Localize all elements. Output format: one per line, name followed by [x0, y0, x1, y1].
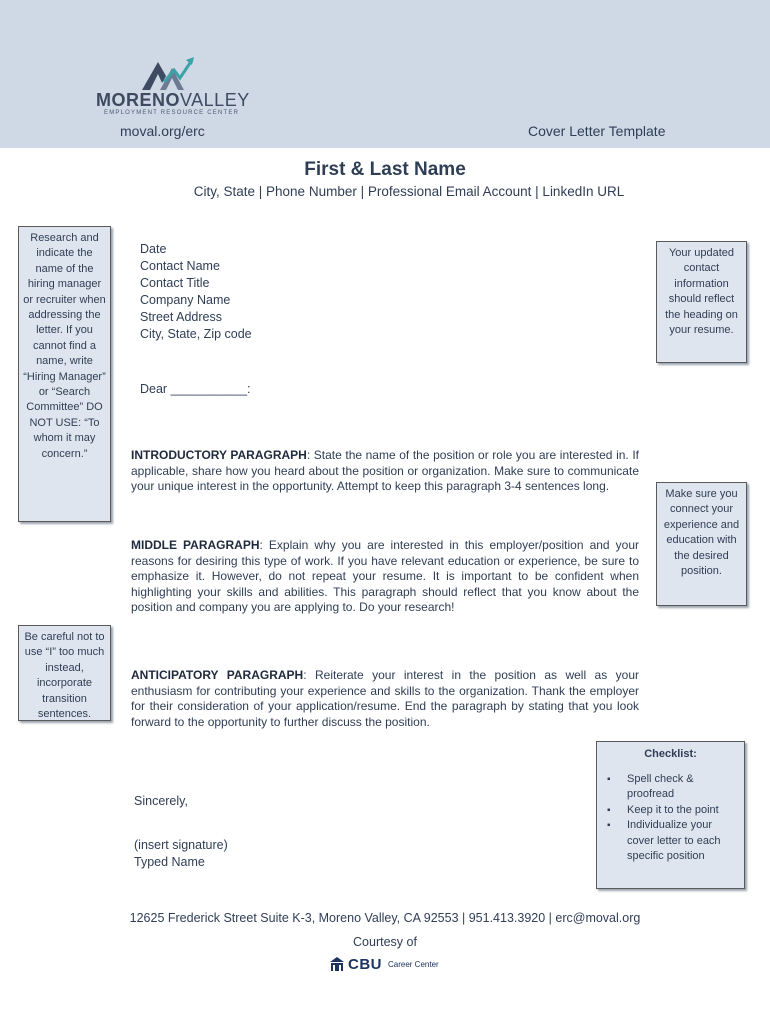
- org-subtitle: EMPLOYMENT RESOURCE CENTER: [104, 110, 240, 116]
- city-state-zip-line: City, State, Zip code: [140, 327, 252, 341]
- cbu-logo-text: CBU: [348, 955, 382, 973]
- anticipatory-paragraph: [131, 668, 639, 730]
- middle-paragraph: [131, 538, 639, 616]
- date-line: Date: [140, 242, 167, 256]
- cbu-career-center-logo: [329, 955, 439, 973]
- typed-name: Typed Name: [134, 855, 205, 869]
- signature-block: [134, 837, 228, 871]
- recipient-address-block: [140, 241, 252, 343]
- applicant-name: First & Last Name: [304, 159, 466, 180]
- street-address-line: Street Address: [140, 310, 222, 324]
- contact-title-line: Contact Title: [140, 276, 210, 290]
- introductory-paragraph: [131, 448, 639, 495]
- signature-placeholder: (insert signature): [134, 838, 228, 852]
- document-title: Cover Letter Template: [528, 123, 666, 139]
- checklist-items: [603, 772, 738, 864]
- salutation: Dear ___________:: [140, 382, 251, 396]
- note-careful: Be careful not to use “I” too much instead, incorporate transition sentences.: [18, 625, 111, 721]
- contact-name-line: Contact Name: [140, 259, 220, 273]
- anticipatory-text: : Reiterate your interest in the position as well as your enthusiasm for contributing your experience and skills to the organization. Thank the employer for their consideration of your application/resume. End the paragraph by stating that you look forward to the opportunity to further discuss the position.: [131, 668, 639, 729]
- note-hiring-manager: Research and indicate the name of the hiring manager or recruiter when addressing the letter. If you cannot find a name, write “Hiring Manager” or “Search Committee” DO NOT USE: “To whom it may concern.”: [18, 226, 111, 522]
- org-name: MORENOVALLEY: [96, 90, 250, 110]
- checklist-item: ▪ Spell check & proofread: [627, 772, 738, 803]
- checklist-box: [596, 741, 745, 889]
- checklist-title: Checklist:: [644, 748, 697, 760]
- company-name-line: Company Name: [140, 293, 231, 307]
- checklist-item: ▪ Individualize your cover letter to each specific position: [627, 818, 738, 864]
- sign-off: Sincerely,: [134, 794, 188, 808]
- middle-label: MIDDLE PARAGRAPH: [131, 538, 260, 552]
- header-banner: [0, 0, 770, 148]
- cbu-building-icon: [329, 956, 345, 972]
- intro-text: : State the name of the position or role you are interested in. If applicable, share how you heard about the position or organization. Make sure to communicate your unique interest in the opportunity. Attempt to keep this paragraph 3-4 sentences long.: [131, 448, 639, 494]
- courtesy-label: Courtesy of: [353, 935, 417, 949]
- intro-label: INTRODUCTORY PARAGRAPH: [131, 448, 307, 462]
- career-center-text: Career Center: [388, 959, 439, 969]
- note-contact-info: Your updated contact information should reflect the heading on your resume.: [656, 241, 747, 363]
- moreno-valley-logo-icon: [140, 56, 196, 92]
- anticipatory-label: ANTICIPATORY PARAGRAPH: [131, 668, 304, 682]
- site-url-link[interactable]: moval.org/erc: [120, 123, 205, 139]
- middle-text: : Explain why you are interested in this employer/position and your reasons for desiring this type of work. If you have relevant education or experience, be sure to emphasize it. However, do not repeat your resume. It is important to be confident when highlighting your skills and abilities. This paragraph should reflect that you know about the position and company you are applying to. Do your research!: [131, 538, 639, 615]
- note-connect-experience: Make sure you connect your experience and education with the desired position.: [656, 482, 747, 606]
- footer-address: 12625 Frederick Street Suite K-3, Moreno Valley, CA 92553 | 951.413.3920 | erc@moval.org: [129, 911, 641, 925]
- applicant-contact-line: City, State | Phone Number | Professional Email Account | LinkedIn URL: [193, 184, 625, 199]
- checklist-item: ▪ Keep it to the point: [627, 803, 738, 818]
